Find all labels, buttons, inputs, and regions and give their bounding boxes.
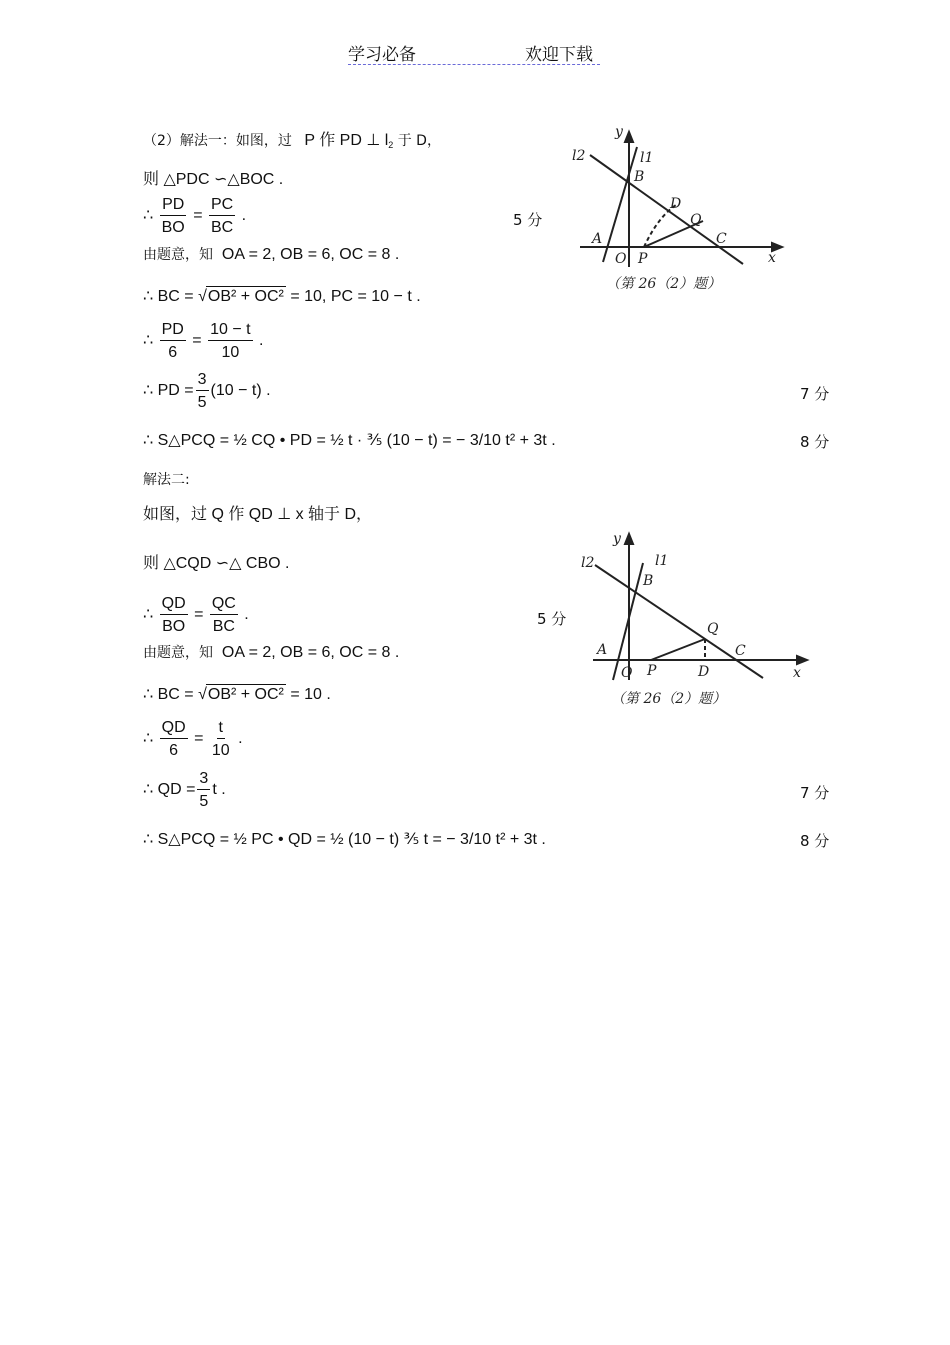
score-8-m1: 8 分 [800, 433, 830, 451]
line-l1 [603, 147, 637, 262]
method1-given: 由题意，知 OA = 2, OB = 6, OC = 8 . [143, 246, 400, 263]
method1-bc: ∴ BC = √OB² + OC² = 10, PC = 10 − t . [143, 288, 421, 305]
x-axis-arrow [797, 656, 807, 664]
method2-title: 解法二: [143, 472, 190, 488]
label-o: O [621, 665, 633, 681]
label-l2: l2 [581, 555, 595, 571]
score-7-m2: 7 分 [800, 784, 830, 802]
method1-area: ∴ S△PCQ = ½ CQ • PD = ½ t · ⅗ (10 − t) = − 3/10 t² + 3t . [143, 432, 556, 449]
label-q: Q [707, 621, 719, 637]
method2-bc: ∴ BC = √OB² + OC² = 10 . [143, 686, 331, 703]
method1-similar: 则 △PDC ∽△BOC . [143, 171, 284, 188]
line-l2 [595, 565, 763, 678]
method1-pd: ∴ PD = $\frac{3}{5}$ (10 − t) . [143, 371, 271, 411]
label-a: A [597, 642, 608, 658]
label-l2: l2 [572, 148, 586, 164]
method2-eq2: ∴ $\frac{QD}{6}$ = $\frac{t}{10}$ . [143, 719, 243, 759]
label-d: D [670, 196, 682, 212]
score-5-m2: 5 分 [537, 610, 567, 628]
label-c: C [735, 643, 746, 659]
method2-similar: 则 △CQD ∽△ CBO . [143, 555, 290, 572]
method2-ratio: ∴ $\frac{QD}{BO}$ = $\frac{QC}{BC}$ . [143, 595, 249, 635]
method2-intro: 如图，过 Q 作 QD ⊥ x 轴于 D， [143, 506, 373, 523]
method1-intro: （2）解法一：如图，过 P 作 PD ⊥ $l_2$ 于 D， [143, 132, 441, 150]
label-x: x [793, 665, 801, 681]
label-l1: l1 [640, 150, 654, 166]
header-dashed-line [348, 64, 600, 65]
label-p: P [647, 663, 657, 679]
figure-1 [560, 122, 800, 302]
figure-1-caption: （第 26（2）题） [606, 276, 722, 292]
y-axis-arrow [625, 132, 633, 142]
label-p: P [638, 251, 648, 267]
label-c: C [716, 231, 727, 247]
method2-area: ∴ S△PCQ = ½ PC • QD = ½ (10 − t) ⅗ t = − 3/10 t² + 3t . [143, 831, 546, 848]
label-l1: l1 [655, 553, 669, 569]
method2-given: 由题意，知 OA = 2, OB = 6, OC = 8 . [143, 644, 400, 661]
method2-qd: ∴ QD = $\frac{3}{5}$ t . [143, 770, 226, 810]
label-b: B [634, 169, 645, 185]
label-y: y [613, 531, 621, 547]
label-d: D [698, 664, 710, 680]
header-left: 学习必备 [348, 45, 416, 65]
label-b: B [643, 573, 654, 589]
y-axis-arrow [625, 534, 633, 544]
label-y: y [615, 124, 623, 140]
label-a: A [592, 231, 603, 247]
score-8-m2: 8 分 [800, 832, 830, 850]
method1-eq2: ∴ $\frac{PD}{6}$ = $\frac{10 - t}{10}$ . [143, 321, 264, 361]
figure-2-caption: （第 26（2）题） [611, 691, 727, 707]
method1-ratio: ∴ $\frac{PD}{BO}$ = $\frac{PC}{BC}$ . [143, 196, 247, 236]
segment-pq [651, 639, 705, 660]
score-5-m1: 5 分 [513, 211, 543, 229]
label-x: x [768, 250, 776, 266]
figure-2 [575, 525, 815, 715]
label-q: Q [690, 212, 702, 228]
score-7-m1: 7 分 [800, 385, 830, 403]
header-right: 欢迎下载 [525, 45, 593, 65]
label-o: O [615, 251, 627, 267]
